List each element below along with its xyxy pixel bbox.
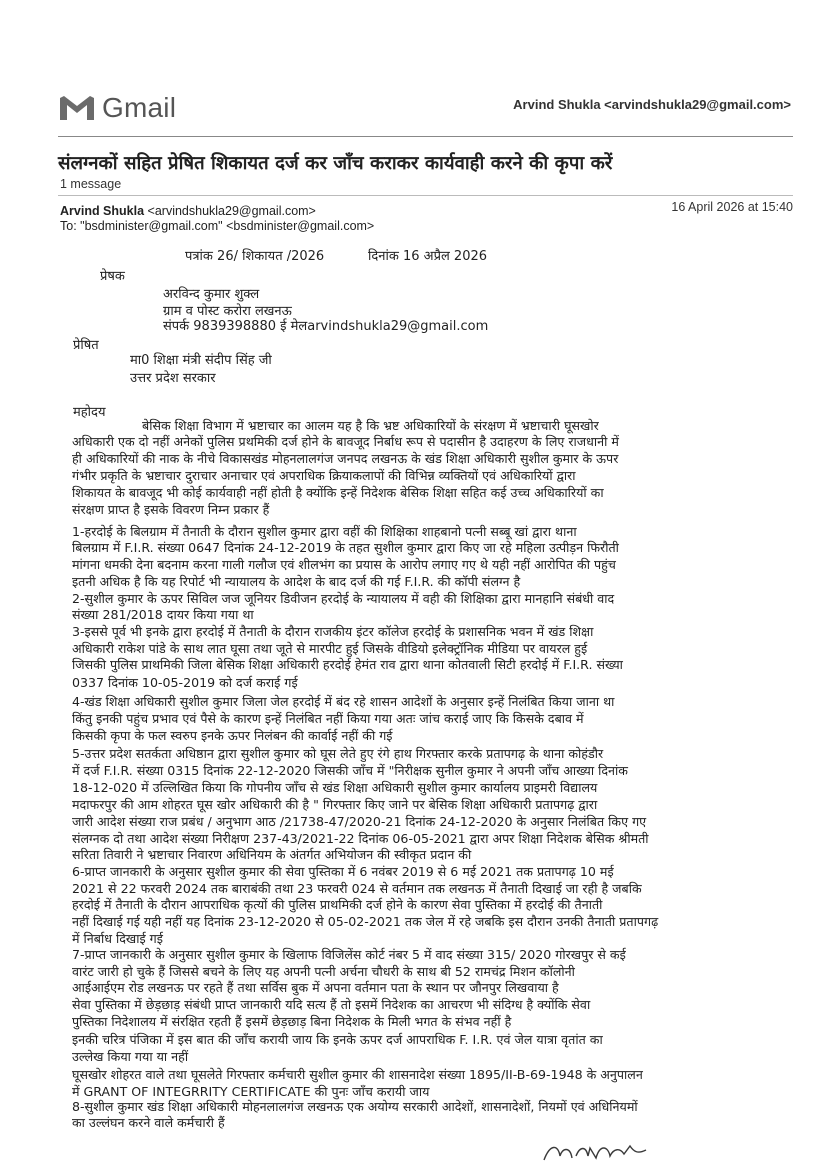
body-line: किसकी कृपा के फल स्वरुप इनके ऊपर निलंबन की कार्वाई नहीं की गई (72, 728, 393, 743)
body-line: हरदोई में तैनाती के दौरान आपराधिक कृत्यों की पुलिस प्राथमिकी दर्ज होने के कारण सेवा पुस्तिका में हरदोई की तैनाती (72, 897, 603, 912)
body-line: गंभीर प्रकृति के भ्रष्टाचार दुराचार अनाचार एवं अपराधिक क्रियाकलापों की विभिन्न व्यक्तियों एवं अधिकारियों द्वारा (72, 468, 576, 483)
body-line: में निर्बाध दिखाई गई (72, 931, 163, 946)
body-line: का उल्लंघन करने वाले कर्मचारी हैं (72, 1115, 225, 1130)
from-name: Arvind Shukla (60, 204, 145, 218)
subject-divider (58, 195, 793, 196)
body-line: नहीं दिखाई गई यही नहीं यह दिनांक 23-12-2020 से 05-02-2021 तक जेल में रहे जबकि इस दौरान उनकी तैनाती प्रतापगढ़ (72, 914, 659, 929)
message-to (60, 219, 374, 233)
body-line: इनकी चरित्र पंजिका में इस बात की जाँच करायी जाय कि इनके ऊपर दर्ज आपराधिक F. I.R. एवं जेल यात्रा वृतांत का (72, 1032, 603, 1047)
body-line: 4-खंड शिक्षा अधिकारी सुशील कुमार जिला जेल हरदोई में बंद रहे शासन आदेशों के अनुसार इन्हें निलंबित किया जाना था (72, 694, 615, 709)
body-line: उल्लेख किया गया या नहीं (72, 1049, 189, 1064)
to-label: To: (60, 219, 77, 233)
body-line: 1-हरदोई के बिलग्राम में तैनाती के दौरान सुशील कुमार द्वारा वहीं की शिक्षिका शाहबानो पत्नी सब्बू खां द्वारा थाना (72, 524, 577, 539)
body-line: सेवा पुस्तिका में छेड़छाड़ संबंधी प्राप्त जानकारी यदि सत्य हैं तो इसमें निदेशक का आचरण भी संदिग्ध है क्योंकि सेवा (72, 997, 591, 1012)
body-line: अधिकारी राकेश पांडे के साथ लात घूसा तथा जूते से मारपीट हुई जिसके वीडियो इलेक्ट्रॉनिक मीडिया पर वायरल हुई (72, 641, 588, 656)
body-line: बेसिक शिक्षा विभाग में भ्रष्टाचार का आलम यह है कि भ्रष्ट अधिकारियों के संरक्षण में भ्रष्टाचारी घूसखोर (142, 418, 599, 433)
body-line: 6-प्राप्त जानकारी के अनुसार सुशील कुमार की सेवा पुस्तिका में 6 नवंबर 2019 से 6 मई 2021 तक प्रतापगढ़ 10 मई (72, 864, 614, 879)
body-line: वारंट जारी हो चुके हैं जिससे बचने के लिए यह अपनी पत्नी अर्चना चौधरी के साथ बी 52 रामचंद्र मिशन कॉलोनी (72, 964, 575, 979)
sender-line: अरविन्द कुमार शुक्ल (163, 287, 260, 302)
recipient-label: प्रेषित (73, 338, 99, 353)
body-line: इतनी अधिक है कि यह रिपोर्ट भी न्यायालय के आदेश के बाद दर्ज की गई F.I.R. की कॉपी संलग्न है (72, 574, 521, 589)
body-line: 2021 से 22 फरवरी 2024 तक बाराबंकी तथा 23 फरवरी 024 से वर्तमान तक लखनऊ में तैनाती दिखाई जा रही है जबकि (72, 881, 642, 896)
from-email: <arvindshukla29@gmail.com> (147, 204, 316, 218)
body-line: 8-सुशील कुमार खंड शिक्षा अधिकारी मोहनलालगंज लखनऊ एक अयोग्य सरकारी आदेशों, शासनादेशों, नियमों एवं अधिनियमों (72, 1099, 638, 1114)
sender-line: ग्राम व पोस्ट करोरा लखनऊ (163, 304, 292, 319)
to-value: "bsdminister@gmail.com" <bsdminister@gmail.com> (80, 219, 375, 233)
message-from (60, 204, 316, 218)
letter-date: दिनांक 16 अप्रैल 2026 (368, 249, 488, 264)
sender-line: संपर्क 9839398880 ई मेलarvindshukla29@gmail.com (163, 319, 489, 334)
gmail-logo (58, 92, 176, 124)
body-line: मांगना धमकी देना बदनाम करना गाली गलौज एवं शीलभंग का प्रयास के आरोप लगाए गए थे यही नहीं आरोपित की पहुंच (72, 557, 616, 572)
recipient-line: मा0 शिक्षा मंत्री संदीप सिंह जी (130, 353, 272, 368)
gmail-m-icon (58, 94, 96, 122)
letter-ref: पत्रांक 26/ शिकायत /2026 (185, 249, 325, 264)
body-line: 5-उत्तर प्रदेश सतर्कता अधिष्ठान द्वारा सुशील कुमार को घूस लेते हुए रंगे हाथ गिरफ्तार करके प्रतापगढ़ के थाना कोहंडौर (72, 746, 604, 761)
body-line: जिसकी पुलिस प्राथमिकी जिला बेसिक शिक्षा अधिकारी हरदोई हेमंत राव द्वारा थाना कोतवाली सिटी हरदोई में F.I.R. संख्या (72, 657, 623, 672)
body-line: में दर्ज F.I.R. संख्या 0315 दिनांक 22-12-2020 जिसकी जाँच में "निरीक्षक सुनील कुमार ने अपनी जाँच आख्या दिनांक (72, 763, 628, 778)
body-line: संख्या 281/2018 दायर किया गया था (72, 607, 254, 622)
body-line: संलग्नक दो तथा आदेश संख्या निरीक्षण 237-43/2021-22 दिनांक 06-05-2021 द्वारा अपर शिक्षा निदेशक बेसिक श्रीमती (72, 831, 649, 846)
body-line: अधिकारी एक दो नहीं अनेकों पुलिस प्रथमिकी दर्ज होने के बावजूद निर्बाध रूप से पदासीन है उदाहरण के लिए राजधानी में (72, 434, 619, 449)
account-user: Arvind Shukla <arvindshukla29@gmail.com> (513, 97, 791, 112)
message-count: 1 message (60, 177, 122, 191)
body-line: जारी आदेश संख्या राज प्रबंध / अनुभाग आठ /21738-47/2020-21 दिनांक 24-12-2020 के अनुसार निलंबित किए गए (72, 814, 647, 829)
body-line: 18-12-020 में उल्लिखित किया कि गोपनीय जाँच से खंड शिक्षा अधिकारी सुशील कुमार कार्यालय प्राइमरी विद्यालय (72, 780, 598, 795)
body-line: शिकायत के बावजूद भी कोई कार्यवाही नहीं होती है क्योंकि इन्हें निदेशक बेसिक शिक्षा सहित कई उच्च अधिकारियों का (72, 485, 604, 500)
thread-subject: संलग्नकों सहित प्रेषित शिकायत दर्ज कर जाँच कराकर कार्यवाही करने की कृपा करें (58, 153, 613, 174)
salutation: महोदय (73, 405, 106, 420)
body-line: पुस्तिका निदेशालय में संरक्षित रहती हैं इसमें छेड़छाड़ बिना निदेशक के मिली भगत के संभव नहीं है (72, 1014, 512, 1029)
sender-label: प्रेषक (100, 269, 125, 284)
signature (540, 1138, 650, 1166)
body-line: आईआईएम रोड लखनऊ पर रहते हैं तथा सर्विस बुक में अपना वर्तमान पता के स्थान पर जौनपुर लिखवाया है (72, 980, 559, 995)
body-line: ही अधिकारियों की नाक के नीचे विकासखंड मोहनलालगंज जनपद लखनऊ के खंड शिक्षा अधिकारी सुशील कुमार के ऊपर (72, 451, 619, 466)
body-line: मदाफरपुर की आम शोहरत घूस खोर अधिकारी की है " गिरफ्तार किए जाने पर बेसिक शिक्षा अधिकारी प्रतापगढ़ द्वारा (72, 797, 598, 812)
body-line: किंतु इनकी पहुंच प्रभाव एवं पैसे के कारण इन्हें निलंबित नहीं किया गया अतः जांच कराई जाए कि किसके दबाव में (72, 711, 584, 726)
body-line: 2-सुशील कुमार के ऊपर सिविल जज जूनियर डिवीजन हरदोई के न्यायालय में वही की शिक्षिका द्वारा मानहानि संबंधी वाद (72, 591, 615, 606)
body-line: में GRANT OF INTEGRRITY CERTIFICATE की पुनः जाँच करायी जाय (72, 1084, 430, 1099)
body-line: बिलग्राम में F.I.R. संख्या 0647 दिनांक 24-12-2019 के तहत सुशील कुमार द्वारा किए जा रहे महिला उत्पीड़न फिरौती (72, 540, 619, 555)
message-date: 16 April 2026 at 15:40 (671, 200, 793, 214)
body-line: 7-प्राप्त जानकारी के अनुसार सुशील कुमार के खिलाफ विजिलेंस कोर्ट नंबर 5 में वाद संख्या 315/ 2020 गोरखपुर से कई (72, 947, 626, 962)
gmail-logo-text: Gmail (102, 92, 177, 123)
header-divider (58, 136, 793, 137)
body-line: संरक्षण प्राप्त है इसके विवरण निम्न प्रकार हैं (72, 502, 270, 517)
body-line: 0337 दिनांक 10-05-2019 को दर्ज कराई गई (72, 675, 298, 690)
body-line: घूसखोर शोहरत वाले तथा घूसलेते गिरफ्तार कर्मचारी सुशील कुमार की शासनादेश संख्या 1895/II-B-69-1948 के अनुपालन (72, 1067, 643, 1082)
recipient-line: उत्तर प्रदेश सरकार (130, 371, 216, 386)
body-line: सरिता तिवारी ने भ्रष्टाचार निवारण अधिनियम के अंतर्गत अभियोजन की स्वीकृत प्रदान की (72, 847, 472, 862)
body-line: 3-इससे पूर्व भी इनके द्वारा हरदोई में तैनाती के दौरान राजकीय इंटर कॉलेज हरदोई के प्रशासनिक भवन में खंड शिक्षा (72, 624, 594, 639)
